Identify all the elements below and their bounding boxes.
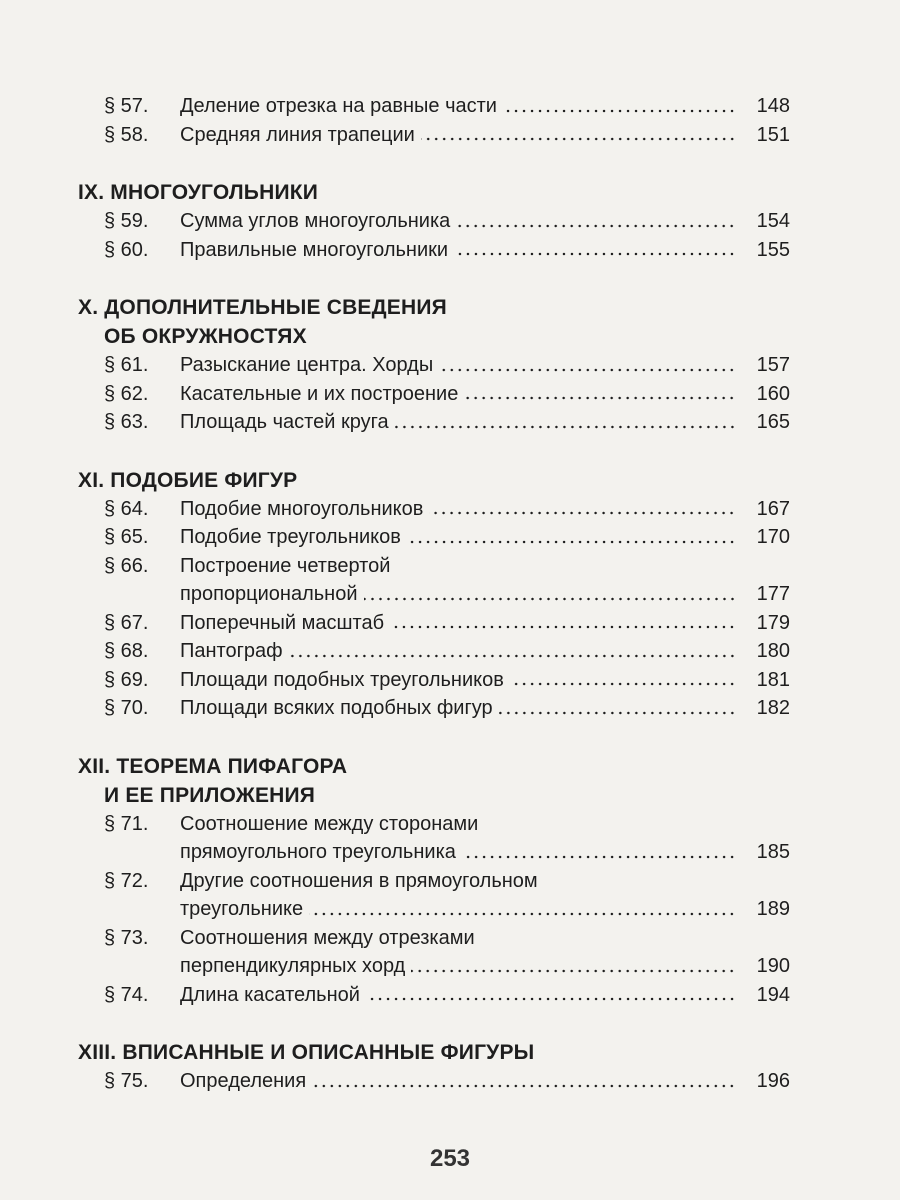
entry-body — [180, 666, 790, 695]
entry-page: 189 — [756, 898, 790, 920]
entry-title: Подобие многоугольников — [180, 497, 424, 520]
entry-title: Подобие треугольников — [180, 526, 401, 548]
dot-leader — [510, 682, 736, 686]
toc-entry — [78, 609, 790, 638]
entry-body — [180, 981, 790, 1010]
dot-leader — [312, 1084, 736, 1088]
entry-page: 185 — [756, 841, 790, 863]
entry-page: 180 — [756, 640, 790, 662]
entry-title: Сумма углов многоугольника — [180, 210, 451, 232]
toc-entry — [78, 981, 790, 1010]
section-number: § 75. — [104, 1070, 149, 1092]
entry-page: 177 — [756, 583, 790, 605]
entry-title: прямоугольного треугольника — [180, 841, 456, 863]
dot-leader — [289, 654, 736, 658]
dot-leader — [456, 224, 736, 228]
entry-title: Площадь частей круга — [180, 411, 389, 433]
dot-leader — [464, 396, 736, 400]
entry-title: Площади подобных треугольников — [180, 668, 504, 691]
section-number: § 57. — [104, 95, 149, 117]
toc-entry — [78, 867, 790, 924]
section-number: § 71. — [104, 812, 149, 835]
entry-line — [180, 694, 790, 723]
toc-entry — [78, 380, 790, 409]
section-number: § 67. — [104, 611, 149, 634]
entry-body — [180, 207, 790, 236]
entry-line — [180, 637, 790, 666]
entry-line — [180, 523, 790, 552]
dot-leader — [499, 711, 736, 715]
entry-body — [180, 924, 790, 981]
entry-line — [180, 609, 790, 638]
section-heading-line: ОБ ОКРУЖНОСТЯХ — [104, 325, 307, 348]
entry-page: 155 — [756, 238, 790, 261]
entry-body — [180, 694, 790, 723]
entry-line — [180, 121, 790, 150]
entry-body — [180, 380, 790, 409]
entry-body — [180, 637, 790, 666]
toc-entry — [78, 924, 790, 981]
section-number: § 72. — [104, 869, 149, 892]
toc-entry — [78, 694, 790, 723]
entry-line — [180, 351, 790, 380]
section-number: § 61. — [104, 354, 149, 376]
section-number: § 68. — [104, 640, 149, 662]
entry-line — [180, 92, 790, 121]
entry-body — [180, 523, 790, 552]
entry-title: треугольнике — [180, 898, 304, 920]
section-heading-line: XII. ТЕОРЕМА ПИФАГОРА — [78, 754, 348, 778]
entry-line — [180, 924, 790, 953]
dot-leader — [407, 540, 736, 544]
entry-title: пропорциональной — [180, 583, 358, 605]
entry-page: 170 — [756, 526, 790, 548]
entry-body — [180, 609, 790, 638]
entry-line — [180, 895, 790, 924]
section-heading-line: XI. ПОДОБИЕ ФИГУР — [78, 468, 298, 492]
entry-body — [180, 1067, 790, 1096]
entry-line — [180, 838, 790, 867]
toc-entry — [78, 666, 790, 695]
entry-line — [180, 981, 790, 1010]
entry-page: 157 — [756, 354, 790, 376]
entry-page: 154 — [756, 210, 790, 232]
toc-entry — [78, 552, 790, 609]
entry-page: 151 — [756, 123, 790, 146]
entry-title: Построение четвертой — [180, 554, 391, 577]
entry-body — [180, 236, 790, 265]
dot-leader — [309, 912, 736, 916]
toc-entry — [78, 637, 790, 666]
entry-title: Соотношение между сторонами — [180, 812, 479, 835]
section-number: § 66. — [104, 554, 149, 577]
entry-page: 165 — [756, 411, 790, 433]
toc-entry — [78, 92, 790, 121]
entry-page: 182 — [756, 697, 790, 719]
entry-title: Разыскание центра. Хорды — [180, 354, 434, 376]
toc-entry — [78, 207, 790, 236]
entry-title: Соотношения между отрезками — [180, 926, 475, 949]
entry-title: Средняя линия трапеции — [180, 123, 415, 146]
section-number: § 74. — [104, 983, 149, 1006]
entry-title: перпендикулярных хорд — [180, 955, 406, 977]
section-number: § 69. — [104, 668, 149, 691]
entry-body — [180, 495, 790, 524]
entry-title: Пантограф — [180, 640, 283, 662]
entry-page: 190 — [756, 955, 790, 977]
entry-body — [180, 552, 790, 609]
table-of-contents — [78, 92, 790, 1096]
section-heading — [78, 1038, 790, 1067]
section-number: § 70. — [104, 697, 149, 719]
entry-page: 194 — [756, 983, 790, 1006]
entry-body — [180, 867, 790, 924]
dot-leader — [421, 137, 736, 141]
entry-line — [180, 1067, 790, 1096]
section-number: § 65. — [104, 526, 149, 548]
entry-line — [180, 552, 790, 581]
entry-body — [180, 351, 790, 380]
toc-entry — [78, 408, 790, 437]
section-heading-line: IX. МНОГОУГОЛЬНИКИ — [78, 181, 319, 204]
section-number: § 64. — [104, 497, 149, 520]
entry-title: Другие соотношения в прямоугольном — [180, 869, 538, 892]
toc-entry — [78, 495, 790, 524]
section-heading — [78, 752, 790, 810]
toc-entry — [78, 121, 790, 150]
entry-line — [180, 495, 790, 524]
section-number: § 63. — [104, 411, 149, 433]
entry-body — [180, 810, 790, 867]
dot-leader — [366, 997, 736, 1001]
section-number: § 62. — [104, 382, 149, 405]
dot-leader — [439, 368, 736, 372]
entry-line — [180, 380, 790, 409]
section-heading — [78, 293, 790, 351]
toc-entry — [78, 236, 790, 265]
section-heading — [78, 178, 790, 207]
section-number: § 60. — [104, 238, 149, 261]
entry-line — [180, 666, 790, 695]
dot-leader — [364, 597, 737, 601]
toc-entry — [78, 810, 790, 867]
entry-title: Определения — [180, 1070, 307, 1092]
entry-body — [180, 408, 790, 437]
toc-entry — [78, 351, 790, 380]
entry-body — [180, 121, 790, 150]
entry-page: 167 — [756, 497, 790, 520]
dot-leader — [503, 109, 736, 113]
toc-entry — [78, 523, 790, 552]
entry-line — [180, 810, 790, 839]
entry-body — [180, 92, 790, 121]
section-number: § 59. — [104, 210, 149, 232]
entry-title: Деление отрезка на равные части — [180, 95, 497, 117]
entry-line — [180, 408, 790, 437]
entry-line — [180, 952, 790, 981]
section-heading-line: XIII. ВПИСАННЫЕ И ОПИСАННЫЕ ФИГУРЫ — [78, 1041, 535, 1064]
dot-leader — [454, 252, 736, 256]
entry-line — [180, 236, 790, 265]
entry-page: 160 — [756, 382, 790, 405]
entry-page: 148 — [756, 95, 790, 117]
dot-leader — [429, 511, 736, 515]
entry-page: 179 — [756, 611, 790, 634]
section-number: § 58. — [104, 123, 149, 146]
entry-page: 181 — [756, 668, 790, 691]
entry-title: Площади всяких подобных фигур — [180, 697, 493, 719]
entry-title: Касательные и их построение — [180, 382, 459, 405]
page-number: 253 — [429, 1145, 471, 1172]
section-number: § 73. — [104, 926, 149, 949]
entry-line — [180, 207, 790, 236]
dot-leader — [395, 425, 736, 429]
section-heading — [78, 466, 790, 495]
entry-line — [180, 867, 790, 896]
entry-line — [180, 580, 790, 609]
section-heading-line: И ЕЕ ПРИЛОЖЕНИЯ — [104, 783, 316, 807]
dot-leader — [390, 625, 736, 629]
entry-title: Правильные многоугольники — [180, 238, 449, 261]
dot-leader — [411, 969, 736, 973]
section-heading-line: X. ДОПОЛНИТЕЛЬНЫЕ СВЕДЕНИЯ — [78, 296, 447, 319]
toc-entry — [78, 1067, 790, 1096]
entry-title: Поперечный масштаб — [180, 611, 385, 634]
entry-page: 196 — [756, 1070, 790, 1092]
entry-title: Длина касательной — [180, 983, 360, 1006]
dot-leader — [462, 855, 736, 859]
